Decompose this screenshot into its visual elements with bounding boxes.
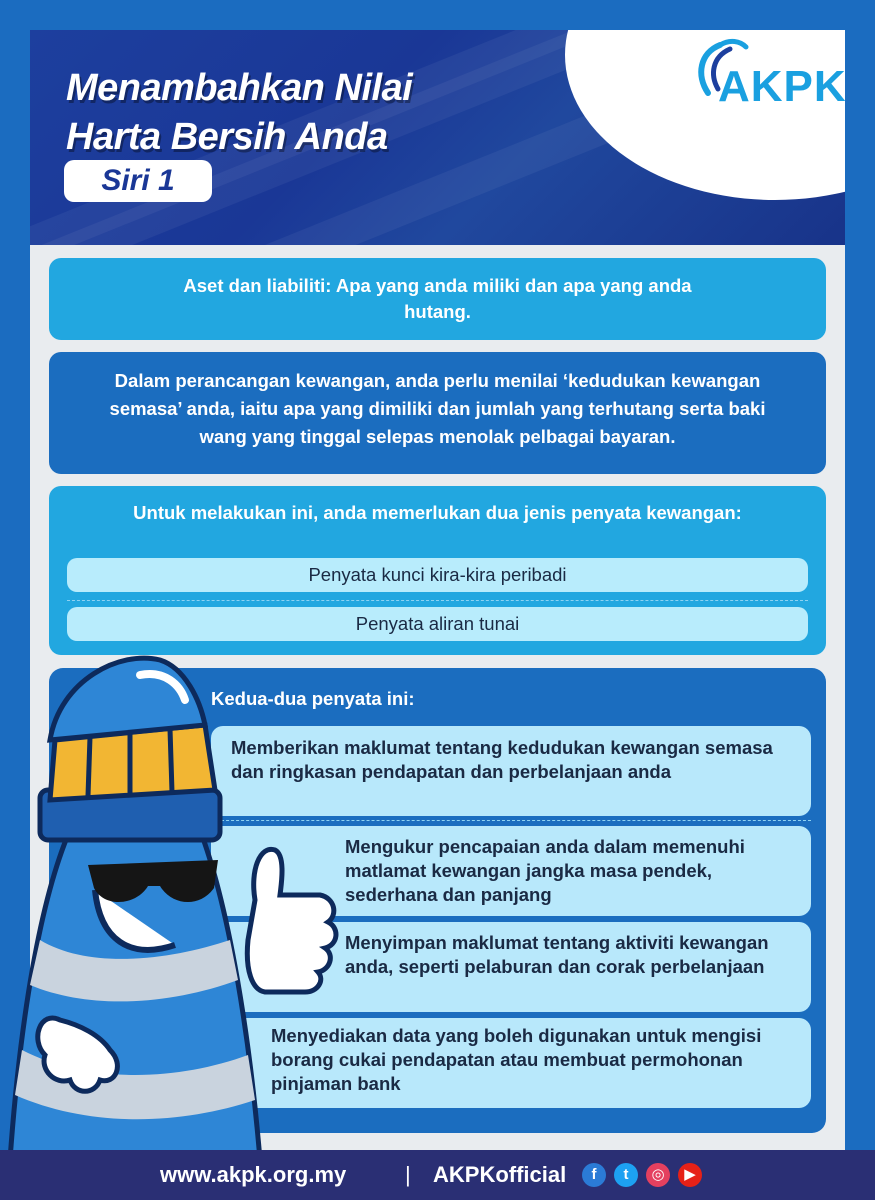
statements-card [49, 486, 826, 655]
assets-card [49, 258, 826, 340]
list-item: Mengukur pencapaian anda dalam memenuhi matlamat kewangan jangka masa pendek, sederhana dan panjang [211, 826, 811, 916]
list-item: Menyediakan data yang boleh digunakan untuk mengisi borang cukai pendapatan atau membuat permohonan pinjaman bank [211, 1018, 811, 1108]
youtube-icon[interactable]: ▶ [678, 1163, 702, 1187]
planning-text: Dalam perancangan kewangan, anda perlu menilai ‘kedudukan kewangan semasa’ anda, iaitu apa yang dimiliki dan jumlah yang terhutang serta baki wang yang tinggal selepas menolak pelbagai bayaran. [109, 370, 766, 447]
twitter-icon[interactable]: t [614, 1163, 638, 1187]
lighthouse-mascot-icon [0, 640, 350, 1160]
website-link[interactable]: www.akpk.org.my [160, 1162, 347, 1187]
footer-bar [0, 1150, 875, 1200]
footer-separator: | [405, 1162, 411, 1187]
statements-intro: Untuk melakukan ini, anda memerlukan dua jenis penyata kewangan: [133, 502, 742, 523]
statement-cash-flow: Penyata aliran tunai [67, 607, 808, 641]
both-statements-heading: Kedua-dua penyata ini: [211, 688, 415, 709]
logo-text: AKPK [718, 62, 847, 111]
instagram-icon[interactable]: ◎ [646, 1163, 670, 1187]
planning-card [49, 352, 826, 474]
series-badge: Siri 1 [64, 160, 212, 202]
list-item: Menyimpan maklumat tentang aktiviti kewangan anda, seperti pelaburan dan corak perbelanjaan [211, 922, 811, 1012]
assets-text: Aset dan liabiliti: Apa yang anda miliki dan apa yang anda hutang. [183, 275, 692, 322]
facebook-icon[interactable]: f [582, 1163, 606, 1187]
list-item: Memberikan maklumat tentang kedudukan kewangan semasa dan ringkasan pendapatan dan perbelanjaan anda [211, 726, 811, 816]
divider [67, 600, 808, 601]
social-handle[interactable]: AKPKofficial [433, 1162, 567, 1187]
statement-balance-sheet: Penyata kunci kira-kira peribadi [67, 558, 808, 592]
page-title: Menambahkan Nilai Harta Bersih Anda [66, 67, 413, 158]
